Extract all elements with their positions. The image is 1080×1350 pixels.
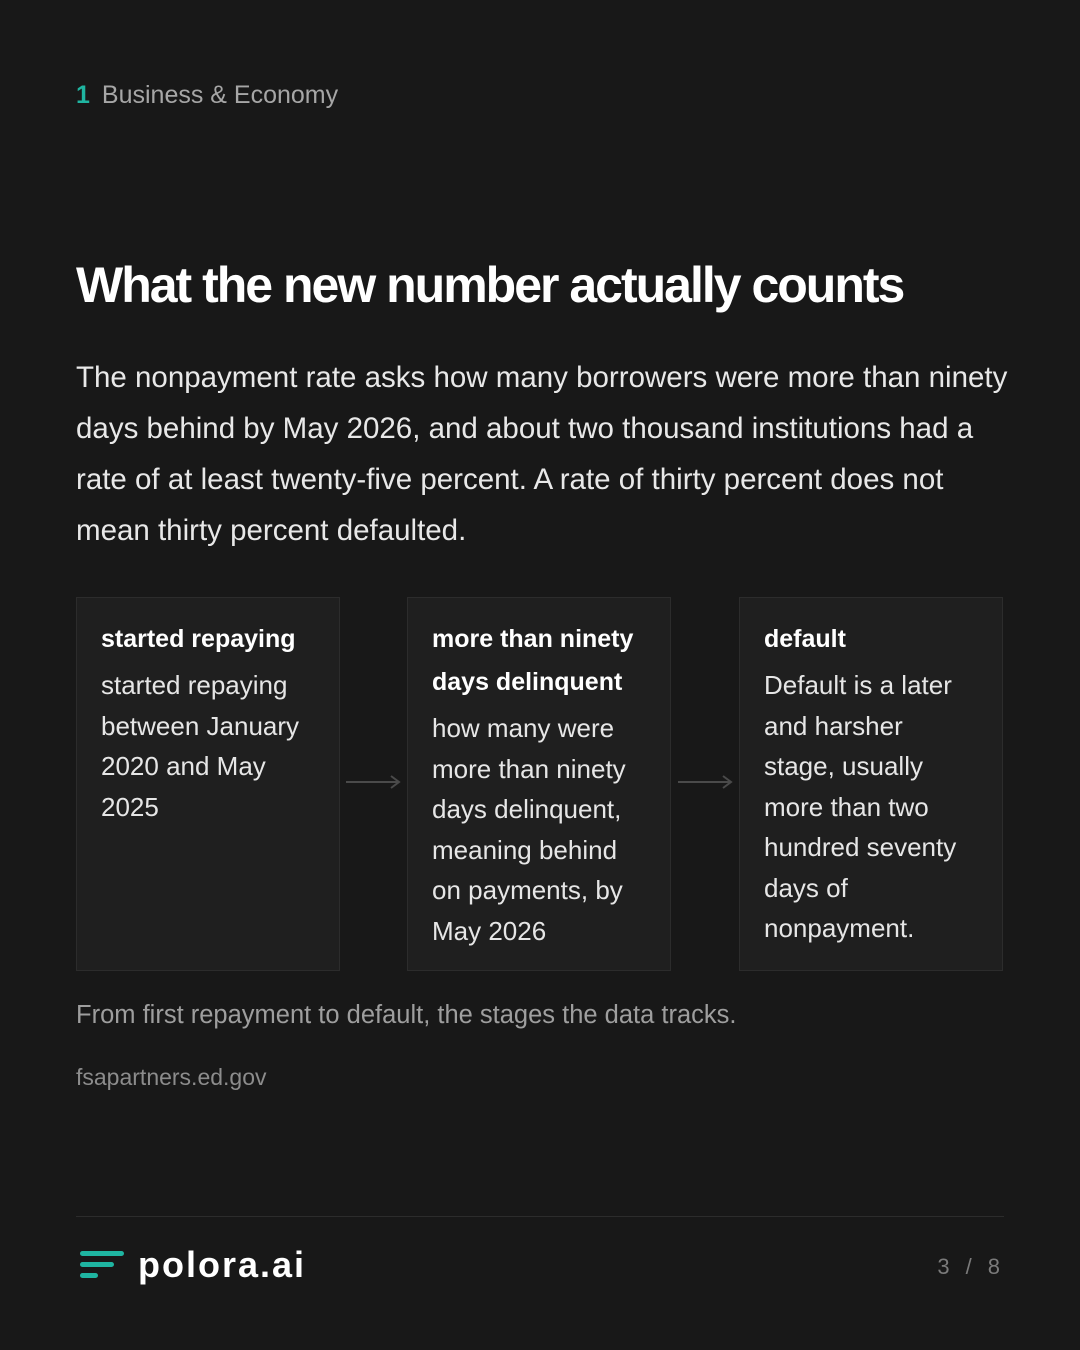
category-index: 1 [76, 81, 90, 109]
stage-description: Default is a later and harsher stage, usually more than two hundred seventy days of nonpayment. [764, 670, 957, 943]
stage-title: more than ninety days delinquent [432, 625, 634, 696]
arrow-right-icon [678, 774, 734, 790]
brand-name: polora.ai [138, 1244, 307, 1285]
stage-title: started repaying [101, 625, 296, 653]
stage-card-started-repaying [76, 597, 340, 971]
source-link[interactable]: fsapartners.ed.gov [76, 1064, 267, 1090]
stage-title: default [764, 625, 846, 653]
slide-body: The nonpayment rate asks how many borrowers were more than ninety days behind by May 2026, and about two thousand institutions had a rate of at least twenty-five percent. A rate of thirty percent does not mean thirty percent defaulted. [76, 361, 1008, 547]
page-indicator [937, 1253, 1002, 1281]
stage-card-delinquent [407, 597, 671, 971]
stage-card-default [739, 597, 1003, 971]
stage-flow-diagram [76, 597, 1004, 973]
page-separator: / [965, 1254, 974, 1279]
stacked-bars-logo-icon [80, 1250, 126, 1280]
slide-title: What the new number actually counts [76, 257, 904, 313]
arrow-right-icon [346, 774, 402, 790]
category-name: Business & Economy [101, 81, 339, 109]
page-current: 3 [937, 1254, 952, 1279]
diagram-caption: From first repayment to default, the stages the data tracks. [76, 1001, 737, 1029]
brand-lockup[interactable] [80, 1242, 306, 1288]
footer-divider [76, 1216, 1004, 1217]
stage-description: started repaying between January 2020 and May 2025 [101, 670, 300, 822]
category-label [76, 80, 338, 110]
stage-description: how many were more than ninety days delinquent, meaning behind on payments, by May 2026 [432, 713, 626, 946]
page-total: 8 [987, 1254, 1002, 1279]
